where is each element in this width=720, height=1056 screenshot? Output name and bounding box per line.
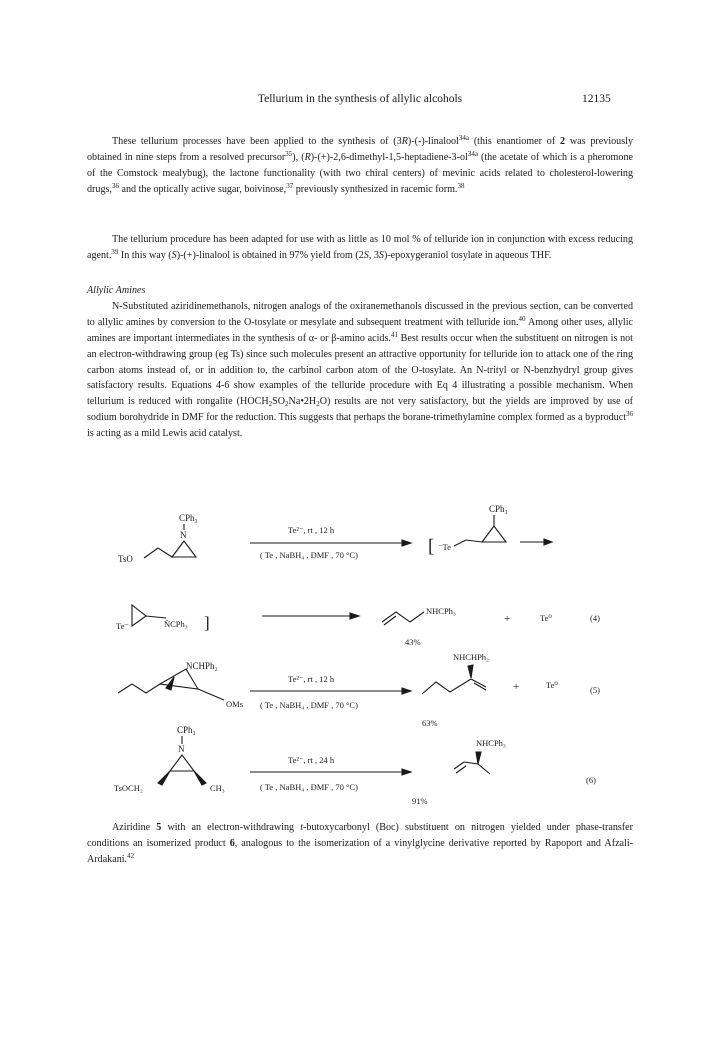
tellurium-byproduct: Te⁰ xyxy=(546,680,558,690)
section-allylic-amines: Allylic Amines N-Substituted aziridinemethanols, nitrogen analogs of the oxiranemethanols discussed in the previous section, can be converted to allylic amines by conversion to the O-tosylate or mesylate and subsequent treatment with telluride ion.$^{40}$ Among other uses, allylic amines are important intermediates in the synthesis of α- or β-amino acids.$^{41}$ Best results occur when the substituent on nitrogen is not an electron-withdrawing group (eg Ts) since such molecules present an attractive opportunity for telluride ion to attack one of the ring carbon atoms instead of, or in addition to, the carbinol carbon atom of the O-tosylate. An N-trityl or N-benzhydryl group gives satisfactory results. Equations 4-6 show examples of the telluride procedure with Eq 4 illustrating a possible mechanism. When tellurium is reduced with rongalite $(HOCH_2SO_2Na•2H_2O)$ results are not very satisfactory, but the yields are improved by use of sodium borohydride in DMF for the reduction. This suggests that perhaps the borane-trimethylamine complex formed as a byproduct$^{36}$ is acting as a mild Lewis acid catalyst. xyxy=(87,285,633,440)
eq6-reactant xyxy=(114,725,225,793)
paragraph-catalytic: The tellurium procedure has been adapted for use with as little as 10 mol % of telluride ion in conjunction with excess reducing agent.$^{39}$ In this way (S)-(+)-linalool is obtained in 97% yield from (2S, 3S)-epoxygeraniol tosylate in aqueous THF. xyxy=(87,234,633,261)
citation-ref: 41 xyxy=(390,330,398,339)
running-title: Tellurium in the synthesis of allylic alcohols xyxy=(257,93,463,105)
product-amine-label: NHCHPh₂ xyxy=(453,652,490,662)
benzhydryl-amine-label: NCHPh₂ xyxy=(186,661,218,671)
plus-sign: + xyxy=(504,613,511,625)
compound-ref: 6 xyxy=(229,837,235,849)
citation-ref: 37 xyxy=(286,181,294,190)
citation-ref: 35 xyxy=(285,149,293,158)
trityl-label: CPh₃ xyxy=(179,513,198,523)
tosyloxymethyl-label: TsOCH₂ xyxy=(114,783,143,793)
compound-ref: 5 xyxy=(156,822,162,833)
citation-ref: 36 xyxy=(111,181,119,190)
citation-ref: 36 xyxy=(626,410,633,419)
nitrogen-label: N xyxy=(178,744,185,754)
plus-sign: + xyxy=(513,681,520,693)
paragraph-linalool: These tellurium processes have been applied to the synthesis of (3R)-(-)-linalool$^{34a}$ (this enantiomer of 2 was previously obtained in nine steps from a resolved precursor$^{35}$), $(R)-(+)-2,6-dimethyl-1,5-heptadiene-3-ol^{34a}$ (the acetate of which is a pheromone of the Comstock mealybug), the lactone functionality (with two chiral centers) of mevinic acids related to cholesterol-lowering drugs,$^{36}$ and the optically active sugar, boivinose,$^{37}$ previously synthesized in racemic form.$^{38}$ xyxy=(87,134,633,195)
trityl-label: CPh₃ xyxy=(489,504,508,514)
eq5-yield: 63% xyxy=(422,718,438,728)
eq4-arrow-1 xyxy=(250,525,411,560)
paragraph-boc-aziridine: Aziridine 5 with an electron-withdrawing t-butoxycarbonyl (Boc) substituent on nitrogen yielded under phase-transfer conditions an isomerized product 6, analogous to the isomerization of a vinylglycine derivative reported by Rapoport and Afzali-Ardakani.$^{42}$ xyxy=(87,822,634,865)
compound-ref: 2 xyxy=(560,136,566,147)
nitrogen-label: N xyxy=(180,530,187,540)
telluride-label: ⁻Te xyxy=(438,542,451,552)
equation-number: (6) xyxy=(586,775,596,785)
eq6-arrow xyxy=(250,755,411,792)
eq5-arrow xyxy=(250,674,411,710)
eq5-conditions-top: Te²⁻, rt , 12 h xyxy=(288,674,335,684)
eq6-yield: 91% xyxy=(412,796,428,806)
bracket-close: ] xyxy=(204,613,210,632)
telluride-label: Te⁻ xyxy=(116,621,129,631)
bracket-open: [ xyxy=(428,536,435,557)
methyl-label: CH₃ xyxy=(210,783,225,793)
eq6-conditions-top: Te²⁻, rt , 24 h xyxy=(288,755,335,765)
eq4-conditions-top: Te²⁻, rt , 12 h xyxy=(288,525,335,535)
eq4-arrow-2 xyxy=(262,613,359,619)
eq4-intermediate xyxy=(428,504,552,557)
eq5-product xyxy=(422,652,600,728)
eq4-product xyxy=(382,606,600,647)
citation-ref: 34a xyxy=(467,149,478,158)
eq6-product xyxy=(412,738,596,806)
tosylate-label: TsO xyxy=(118,554,133,564)
product-amine-label: NHCPh₃ xyxy=(426,606,456,616)
eq4-conditions-bottom: ( Te , NaBH₄ , DMF , 70 °C) xyxy=(260,550,358,560)
eq4-reactant xyxy=(118,513,198,564)
page-number: 12135 xyxy=(582,93,611,105)
reaction-scheme xyxy=(100,500,640,816)
mesylate-label: OMs xyxy=(226,699,244,709)
eq4-intermediate-2 xyxy=(116,605,210,632)
trityl-label: CPh₃ xyxy=(177,725,196,735)
citation-ref: 34a xyxy=(458,134,470,142)
citation-ref: 38 xyxy=(457,181,465,190)
citation-ref: 40 xyxy=(518,314,526,323)
eq6-conditions-bottom: ( Te , NaBH₄ , DMF , 70 °C) xyxy=(260,782,358,792)
eq5-conditions-bottom: ( Te , NaBH₄ , DMF , 70 °C) xyxy=(260,700,358,710)
citation-ref: 42 xyxy=(127,851,135,860)
equation-number: (5) xyxy=(590,685,600,695)
product-amine-label: NHCPh₃ xyxy=(476,738,506,748)
amide-label: N̄CPh₃ xyxy=(164,619,188,629)
eq5-reactant xyxy=(118,661,243,709)
eq4-yield: 43% xyxy=(405,637,421,647)
section-heading: Allylic Amines xyxy=(87,285,146,296)
tellurium-byproduct: Te⁰ xyxy=(540,613,552,623)
citation-ref: 39 xyxy=(111,247,119,256)
equation-number: (4) xyxy=(590,613,600,623)
